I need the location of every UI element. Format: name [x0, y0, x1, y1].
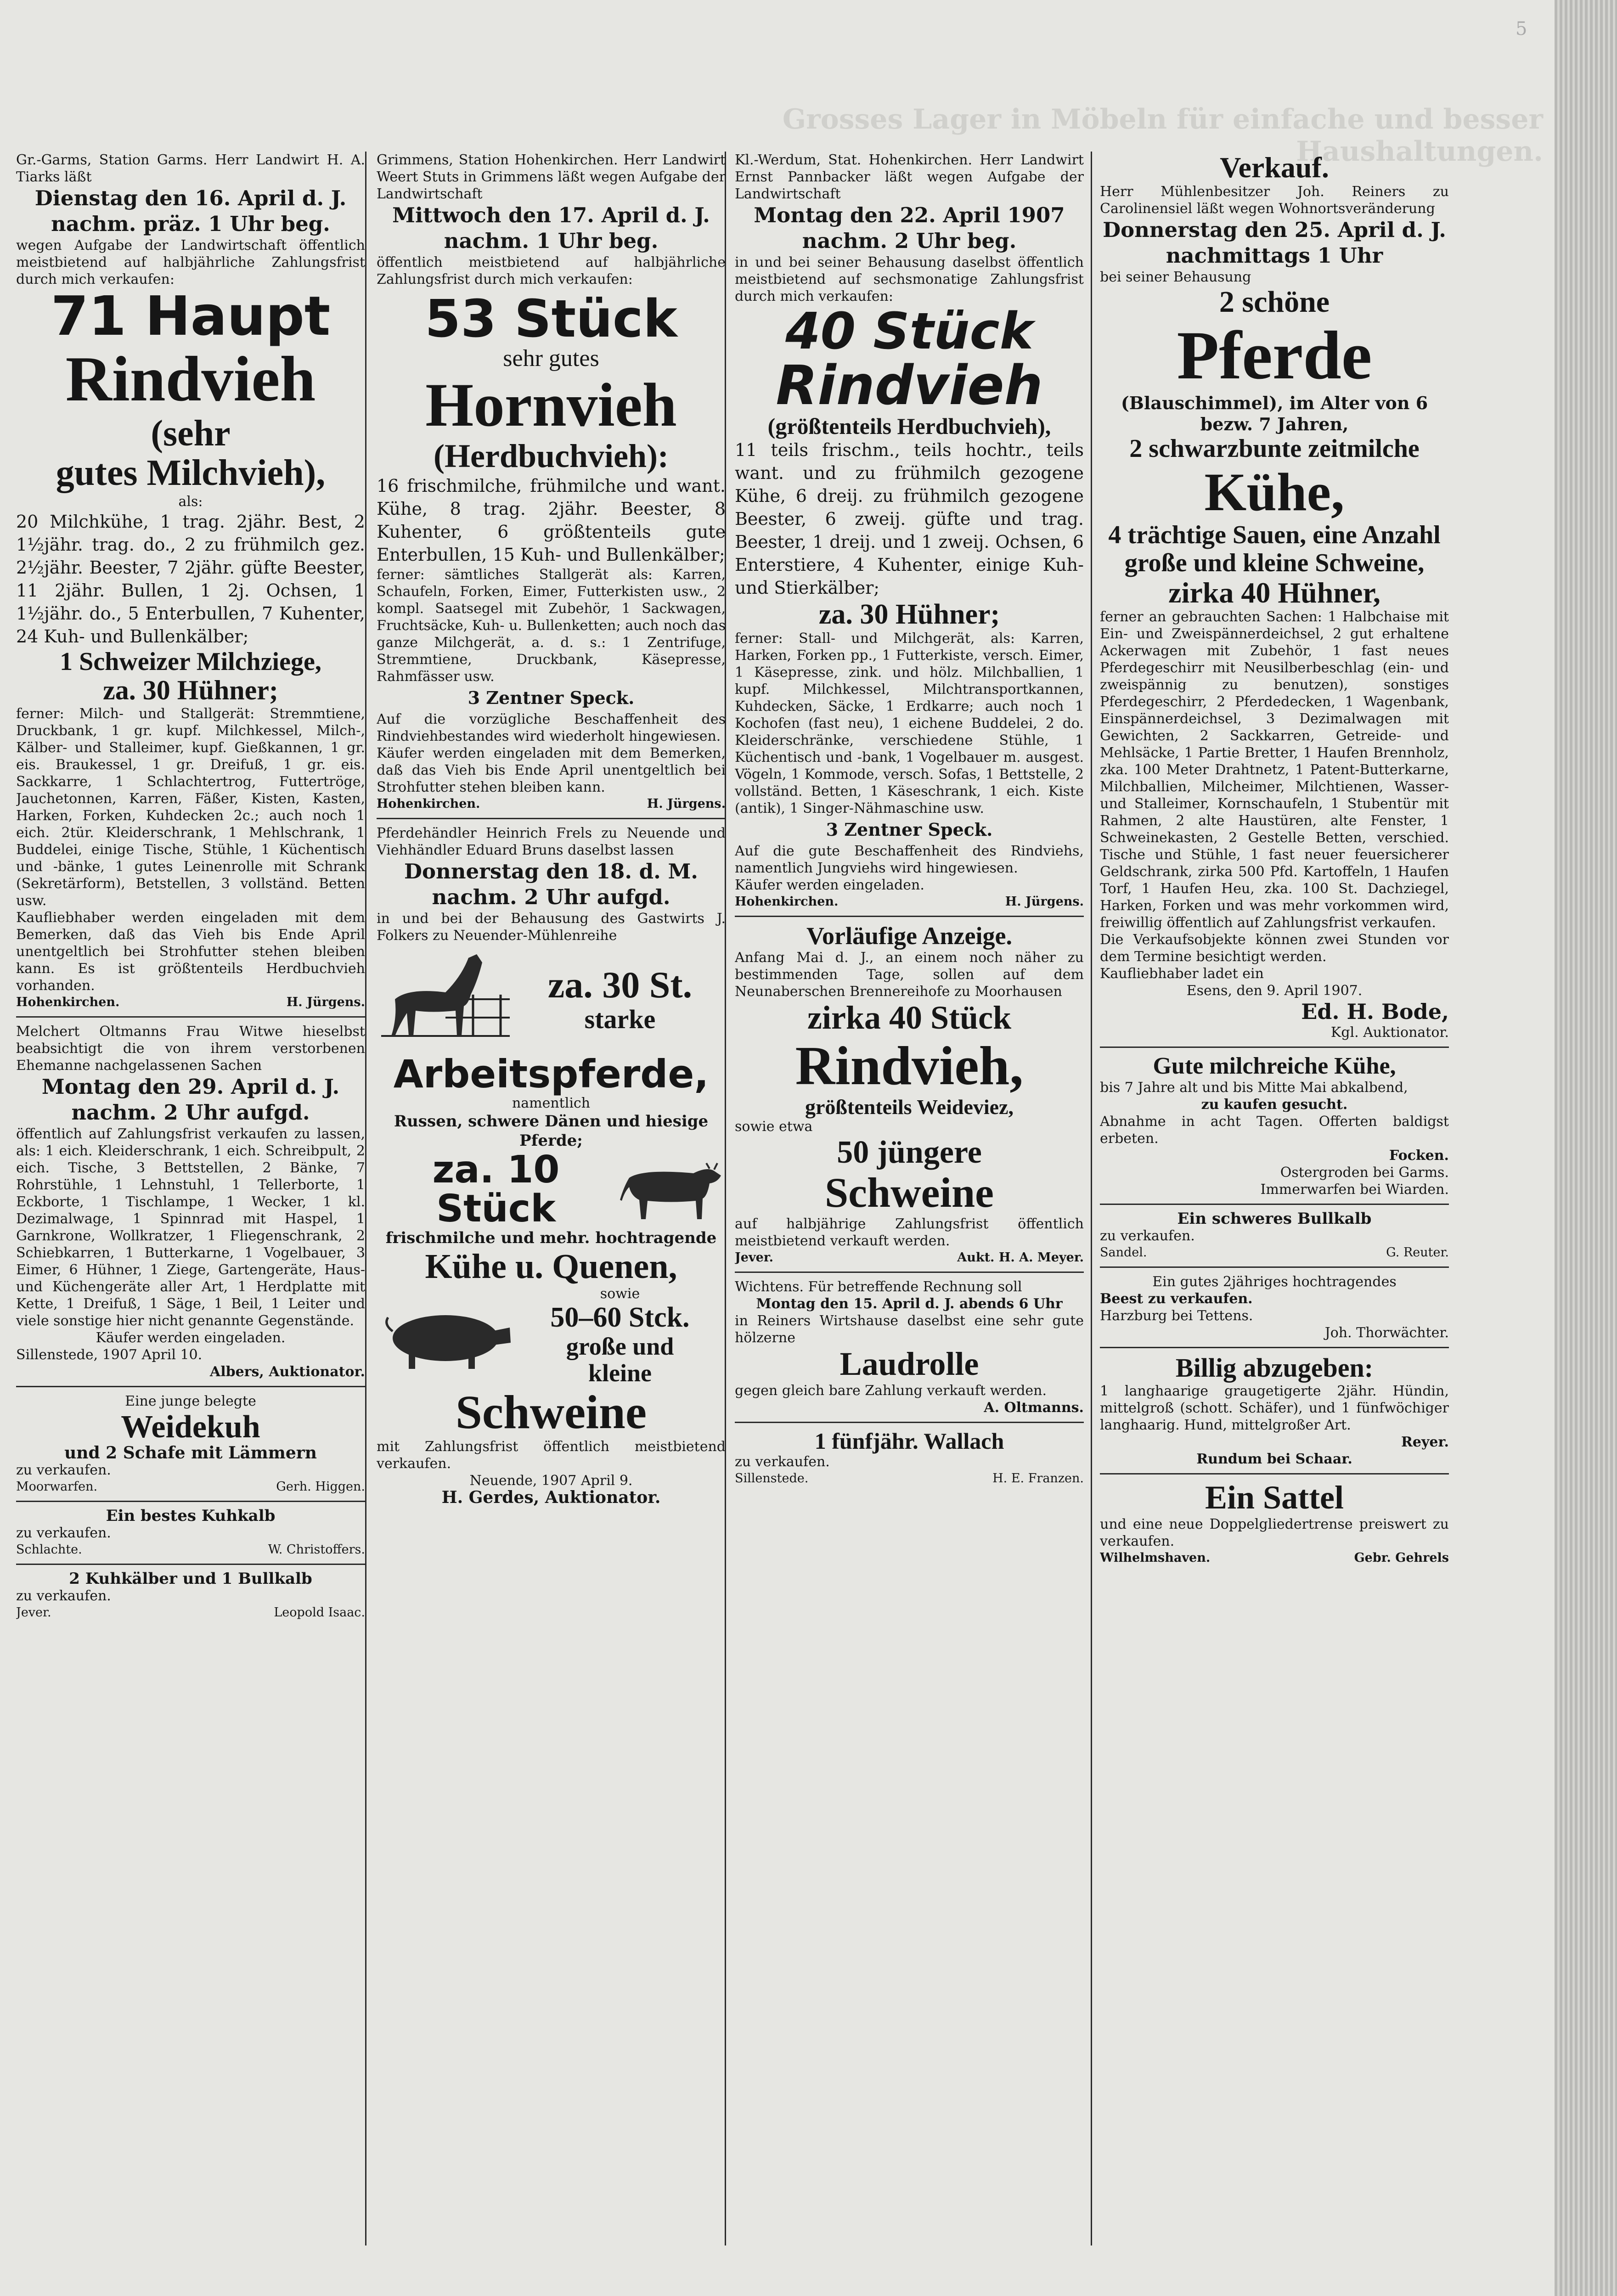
ad-body: in Reiners Wirtshause daselbst eine sehr gute hölzerne	[735, 1313, 1084, 1346]
ad-intro: Kl.-Werdum, Stat. Hohenkirchen. Herr Landwirt Ernst Pannbacker läßt wegen Aufgabe der Landwirtschaft	[735, 152, 1084, 202]
ad-heading: Kühe,	[1204, 461, 1345, 522]
ad-heading: 1 fünfjähr. Wallach	[814, 1428, 1004, 1454]
ad-text: Käufer werden eingeladen mit dem Bemerken, daß das Vieh bis Ende April unentgeltlich bei Strohfutter stehen bleiben kann.	[377, 745, 726, 796]
ad-time: nachm. 2 Uhr beg.	[802, 229, 1017, 253]
divider	[377, 818, 726, 819]
ad-place: Rundum bei Schaar.	[1196, 1451, 1352, 1468]
ad-heading: 2 schwarzbunte zeitmilche	[1129, 434, 1420, 463]
ad-text: zu verkaufen.	[16, 1587, 111, 1604]
signature-title: Kgl. Auktionator.	[1330, 1024, 1449, 1041]
page-number: 5	[1516, 18, 1527, 39]
ad-heading: zirka 40 Stück	[807, 999, 1012, 1036]
ad-intro: Pferdehändler Heinrich Frels zu Neuende und Viehhändler Eduard Bruns daselbst lassen	[377, 825, 726, 859]
ad-heading: 1 Schweizer Milchziege,	[60, 647, 321, 676]
ad-sattel	[1100, 1480, 1449, 1566]
ad-text: Käufer werden eingeladen.	[96, 1329, 286, 1346]
signature-place: Sandel.	[1100, 1245, 1147, 1260]
ad-heading: kleine	[588, 1359, 652, 1387]
ad-heading: Rindvieh	[776, 354, 1043, 417]
ad-body: bis 7 Jahre alt und bis Mitte Mai abkalbend,	[1100, 1080, 1408, 1096]
divider	[1100, 1347, 1449, 1348]
auction-ad-kl-werdum	[735, 152, 1084, 910]
signature-place: Wilhelmshaven.	[1100, 1550, 1211, 1565]
signature-name: Aukt. H. A. Meyer.	[957, 1250, 1084, 1265]
signature-name: Albers, Auktionator.	[209, 1363, 365, 1380]
ad-item-list: 16 frischmilche, frühmilche und want. Kühe, 8 trag. 2jähr. Beester, 8 Kuhenter, 6 größtenteils gute Enterbullen, 15 Kuh- und Bullenkälber;	[377, 476, 726, 565]
ad-heading: Weidekuh	[121, 1409, 260, 1445]
ad-heading: 53 Stück	[425, 289, 677, 349]
ad-body: in und bei seiner Behausung daselbst öffentlich meistbietend auf sechsmonatige Zahlungsfrist durch mich verkaufen:	[735, 254, 1084, 304]
divider	[16, 1386, 365, 1387]
ad-heading: 4 trächtige Sauen, eine Anzahl große und kleine Schweine,	[1108, 521, 1441, 577]
ad-text: zu verkaufen.	[1100, 1228, 1195, 1244]
ad-heading: 50–60 Stck.	[550, 1302, 690, 1334]
signature-name: Ed. H. Bode,	[1301, 999, 1449, 1024]
ad-heading: za. 30 Hühner;	[818, 599, 1000, 630]
ad-heading: sehr gutes	[503, 345, 599, 372]
divider	[16, 1016, 365, 1018]
signature-place: Jever.	[735, 1250, 773, 1265]
signature-name: Gebr. Gehrels	[1354, 1550, 1449, 1565]
ad-text: zu verkaufen.	[16, 1525, 111, 1541]
ad-place: Harzburg bei Tettens.	[1100, 1308, 1253, 1324]
divider	[1100, 1473, 1449, 1474]
ad-item-list: 20 Milchkühe, 1 trag. 2jähr. Best, 2 1½jähr. trag. do., 2 zu frühmilch gez. 2½jähr. Beester, 7 2jähr. güfte Beester, 11 2jähr. Bullen, 1 2j. Ochsen, 1 1½jähr. do., 5 Enterbullen, 7 Kuhenter, 24 Kuh- und Bullenkälber;	[16, 511, 365, 647]
signature-place: Jever.	[16, 1605, 51, 1620]
ad-weidekuh	[16, 1393, 365, 1495]
ad-text: als:	[178, 493, 203, 510]
ad-time: nachm. 2 Uhr aufgd.	[71, 1100, 310, 1125]
column-3	[735, 152, 1084, 2245]
ad-heading: große und	[566, 1333, 674, 1361]
ad-body: Anfang Mai d. J., an einem noch näher zu bestimmenden Tage, sollen auf dem Neunaberschen Brennereihofe zu Moorhausen	[735, 950, 1084, 1000]
divider	[16, 1501, 365, 1502]
signature-name: W. Christoffers.	[268, 1542, 365, 1557]
divider	[735, 1272, 1084, 1273]
divider	[1100, 1266, 1449, 1268]
ad-heading: 2 Kuhkälber und 1 Bullkalb	[69, 1569, 312, 1588]
ad-item-list: ferner an gebrauchten Sachen: 1 Halbchaise mit Ein- und Zweispännerdeichsel, 2 gut erhaltene Ackerwagen mit Zubehör, 1 fast neues Pferdegeschirr mit Neusilberbeschlag (ein- und zweispännig zu benutzen), sonstiges Pferdegeschirr, 2 Pferdedecken, 1 Wagenbank, Einspännerdeichsel, 3 Dezimalwagen mit Gewichten, 2 Sackkarren, Getreide- und Mehlsäcke, 1 Partie Bretter, 1 Haufen Brennholz, zka. 100 Meter Drahtnetz, 1 Patent-Butterkarne, Milchballien, Milcheimer, Milchtienen, Wasser- und Stalleimer, Kornschaufeln, 1 Stubentür mit Rahmen, 2 alte Haustüren, alte Fenster, 1 Schweinekasten, 2 Gestelle Betten, verschied. Tische und Stühle, 1 fast neuer feuersicherer Geldschrank, zirka 500 Pfd. Kartoffeln, 1 Haufen Torf, 1 Haufen Heu, zka. 100 St. Dachziegel, Harken, Forken und was mehr vorkommen wird, freiwillig öffentlich auf Zahlungsfrist verkaufen.	[1100, 609, 1449, 931]
bleed-line: Haushaltungen.	[1296, 135, 1543, 168]
signature-place: Hohenkirchen.	[16, 995, 120, 1009]
column-rule	[1091, 152, 1092, 2245]
ad-heading: 40 Stück	[785, 302, 1033, 360]
signature-name: Reyer.	[1401, 1434, 1449, 1451]
ad-text: und 2 Schafe mit Lämmern	[64, 1443, 317, 1463]
column-4	[1100, 152, 1449, 2245]
preliminary-notice	[735, 923, 1084, 1266]
ad-heading: Schweine	[825, 1169, 994, 1216]
ad-body: Abnahme in acht Tagen. Offerten baldigst erbeten.	[1100, 1114, 1449, 1147]
cow-illustration	[615, 1155, 726, 1224]
signature-place: Ostergroden bei Garms.	[1280, 1165, 1449, 1181]
bleed-line: Grosses Lager in Möbeln für einfache und besser	[782, 103, 1543, 135]
ad-time: nachm. 1 Uhr beg.	[444, 229, 659, 253]
ad-subheading: Russen, schwere Dänen und hiesige Pferde;	[394, 1112, 709, 1150]
ad-heading: 71 Haupt	[51, 284, 331, 348]
pig-illustration	[377, 1299, 514, 1373]
divider	[1100, 1047, 1449, 1048]
signature-place: Hohenkirchen.	[735, 895, 839, 909]
auction-ad-oltmanns	[16, 1023, 365, 1380]
ad-text: Kaufliebhaber ladet ein	[1100, 966, 1264, 982]
ad-heading: starke	[584, 1004, 656, 1035]
ad-text: Kaufliebhaber werden eingeladen mit dem Bemerken, daß das Vieh bis Ende April unentgeltlich bei Strohfutter stehen bleiben kann. Es ist größtenteils Herdbuchvieh vorhanden.	[16, 909, 365, 994]
divider	[735, 1422, 1084, 1423]
signature-name: G. Reuter.	[1386, 1245, 1449, 1260]
ad-heading: Ein Sattel	[1205, 1479, 1344, 1516]
ad-date: Montag den 15. April d. J. abends 6 Uhr	[756, 1296, 1063, 1312]
ad-text: Beest zu verkaufen.	[1100, 1291, 1253, 1307]
ad-heading: größtenteils Weideviez,	[805, 1095, 1014, 1119]
ad-time: nachm. 2 Uhr aufgd.	[432, 885, 670, 910]
ad-text: Auf die gute Beschaffenheit des Rindviehs, namentlich Jungviehs wird hingewiesen.	[735, 843, 1084, 877]
cow-illustration-row	[377, 1150, 726, 1229]
ad-body: bei seiner Behausung	[1100, 269, 1251, 286]
signature-name: H. Jürgens.	[1005, 895, 1084, 909]
ad-heading: (Herdbuchvieh):	[434, 438, 669, 475]
ad-heading: gutes Milchvieh),	[56, 453, 326, 494]
signature-name: Gerh. Higgen.	[276, 1479, 365, 1494]
signature-place: Sillenstede.	[735, 1471, 809, 1486]
signature-name: Focken.	[1389, 1148, 1449, 1164]
column-1	[16, 152, 365, 2245]
ad-body: 1 langhaarige graugetigerte 2jähr. Hündin, mittelgroß (schott. Schäfer), und 1 fünfwöchiger langhaarig. Hund, mittelgroßer Art.	[1100, 1383, 1449, 1434]
ad-heading: Gute milchreiche Kühe,	[1153, 1053, 1396, 1080]
ad-item-list: 11 teils frischm., teils hochtr., teils want. und zu frühmilch gezogene Kühe, 6 dreij. zu frühmilch gezogene Beester, 6 zweij. güfte und trag. Beester, 1 dreij. und 1 zweij. Ochsen, 6 Enterstiere, 4 Kuhenter, einige Kuh- und Stierkälber;	[735, 440, 1084, 598]
ad-heading: Laudrolle	[839, 1345, 979, 1383]
ad-place: Neuende, 1907 April 9.	[469, 1473, 633, 1489]
signature-name: H. Jürgens.	[286, 995, 365, 1009]
ad-laudrolle	[735, 1278, 1084, 1416]
ad-wanted-cows	[1100, 1053, 1449, 1198]
ad-heading: Pferde	[1177, 317, 1372, 394]
signature-place: Moorwarfen.	[16, 1479, 98, 1494]
ad-body: wegen Aufgabe der Landwirtschaft öffentlich meistbietend auf halbjährliche Zahlungsfrist durch mich verkaufen:	[16, 237, 365, 287]
signature-place: Hohenkirchen.	[377, 797, 480, 811]
ad-heading: zirka 40 Hühner,	[1168, 576, 1380, 609]
ad-text: zu verkaufen.	[735, 1454, 830, 1470]
signature-name: H. E. Franzen.	[992, 1471, 1084, 1486]
ad-heading: (größtenteils Herdbuchvieh),	[767, 413, 1051, 439]
ad-bullkalb	[1100, 1210, 1449, 1261]
ad-subheading: 3 Zentner Speck.	[826, 819, 993, 840]
ad-item-list: ferner: Milch- und Stallgerät: Stremmtiene, Druckbank, 1 gr. kupf. Milchkessel, Milch-, Kälber- und Stalleimer, kupf. Gießkannen, 1 gr. eis. Braukessel, 1 gr. Dreifuß, 1 gr. eis. Sackkarre, 1 Schlachtertrog, Futtertröge, Jauchetonnen, Karren, Fäßer, Kisten, Kasten, Harken, Forken, Kuhdecken 2c.; auch noch 1 eich. 2tür. Kleiderschrank, 1 Mehlschrank, 1 Buddelei, einige Tische, Stühle, 1 Küchentisch und -bänke, 1 gutes Leinenrolle mit Schrank (Sekretärform), Betstellen, 3 vollständ. Betten usw.	[16, 705, 365, 909]
column-2	[377, 152, 726, 2245]
ad-heading: Billig abzugeben:	[1175, 1353, 1374, 1383]
ad-text: sowie etwa	[735, 1119, 813, 1135]
pig-illustration-row	[377, 1285, 726, 1387]
ad-body: auf halbjährige Zahlungsfrist öffentlich meistbietend verkauft werden.	[735, 1216, 1084, 1249]
signature-name: H. Jürgens.	[647, 797, 726, 811]
ad-subheading: frischmilche und mehr. hochtragende	[385, 1229, 717, 1248]
signature-name: Leopold Isaac.	[274, 1605, 365, 1620]
ad-beest	[1100, 1273, 1449, 1341]
signature-name: A. Oltmanns.	[984, 1400, 1084, 1416]
ad-body: gegen gleich bare Zahlung verkauft werden.	[735, 1383, 1047, 1399]
ad-heading: Ein schweres Bullkalb	[1177, 1210, 1372, 1228]
ad-date: Dienstag den 16. April d. J.	[34, 186, 347, 210]
ad-heading: 2 schöne	[1219, 285, 1330, 319]
ad-time: nachmittags 1 Uhr	[1166, 243, 1383, 268]
ad-intro: Grimmens, Station Hohenkirchen. Herr Landwirt Weert Stuts in Grimmens läßt wegen Aufgabe der Landwirtschaft	[377, 152, 726, 202]
ad-intro: Melchert Oltmanns Frau Witwe hieselbst beabsichtigt die von ihrem verstorbenen Ehemanne nachgelassenen Sachen	[16, 1023, 365, 1074]
ad-text: Die Verkaufsobjekte können zwei Stunden vor dem Termine besichtigt werden.	[1100, 932, 1449, 965]
ad-heading: (sehr	[151, 413, 231, 454]
ad-heading: Ein bestes Kuhkalb	[106, 1506, 276, 1525]
auction-ad-carolinensiel	[1100, 152, 1449, 1041]
ad-text: zu verkaufen.	[16, 1462, 111, 1478]
ad-heading: za. 30 Hühner;	[103, 675, 278, 706]
ad-heading: Arbeitspferde,	[393, 1052, 709, 1097]
horse-illustration-row	[377, 944, 726, 1054]
ad-body: öffentlich meistbietend auf halbjährliche Zahlungsfrist durch mich verkaufen:	[377, 254, 726, 287]
ad-kuhkaelber	[16, 1570, 365, 1621]
ad-time: nachm. präz. 1 Uhr beg.	[51, 212, 330, 236]
column-rule	[365, 152, 366, 2245]
ad-subheading: zu kaufen gesucht.	[1201, 1097, 1348, 1113]
ad-subheading: (Blauschimmel), im Alter von 6 bezw. 7 Jahren,	[1121, 393, 1428, 435]
ad-item-list: ferner: sämtliches Stallgerät als: Karren, Schaufeln, Forken, Eimer, Futterkisten usw., 2 kompl. Saatsegel mit Zubehör, 1 Sackwagen, Fruchtsäcke, Kuh- u. Bullenketten; auch noch das ganze Milchgerät, a. d. s.: 1 Zentrifuge, Stremmtiene, Druckbank, Käsepresse, Rahmfässer usw.	[377, 567, 726, 685]
ad-title: Verkauf.	[1220, 152, 1329, 184]
ad-text: namentlich	[512, 1095, 591, 1111]
ad-body: mit Zahlungsfrist öffentlich meistbietend verkaufen.	[377, 1439, 726, 1472]
ad-kuhkalb	[16, 1508, 365, 1558]
ad-text: sowie	[600, 1286, 640, 1302]
ad-subheading: 3 Zentner Speck.	[468, 687, 635, 709]
divider	[735, 916, 1084, 917]
ad-text: Auf die vorzügliche Beschaffenheit des Rindviehbestandes wird wiederholt hingewiesen.	[377, 711, 726, 745]
ad-body: Wichtens. Für betreffende Rechnung soll	[735, 1279, 1022, 1295]
ad-item-list: öffentlich auf Zahlungsfrist verkaufen zu lassen, als: 1 eich. Kleiderschrank, 1 eich. Schreibpult, 2 eich. Tische, 3 Bettstellen, 2 Bänke, 7 Rohrstühle, 1 Lehnstuhl, 1 Tellerborte, 1 Eckborte, 1 Tischlampe, 1 Wecker, 1 kl. Dezimalwage, 1 Spinnrad mit Haspel, 1 Garnkrone, Wollkratzer, 1 Fliegenschrank, 2 Schiebkarren, 1 Butterkarne, 1 Vogelbauer, 3 Eimer, 6 Hühner, 1 Ziege, Gartengeräte, Haus- und Küchengeräte aller Art, 1 Herdplatte mit Kette, 1 Dreifuß, 1 Säge, 1 Beil, 1 Leiter und viele sonstige hier nicht genannte Gegenstände.	[16, 1125, 365, 1329]
ad-date: Donnerstag den 18. d. M.	[404, 859, 698, 884]
horse-illustration	[377, 944, 514, 1054]
ad-heading: za. 10 Stück	[432, 1148, 560, 1231]
signature-name: H. Gerdes, Auktionator.	[441, 1488, 661, 1508]
signature-place: Immerwarfen bei Wiarden.	[1260, 1182, 1449, 1198]
ad-title: Vorläufige Anzeige.	[806, 922, 1012, 950]
ad-heading: Rindvieh	[65, 343, 316, 415]
ad-intro: Gr.-Garms, Station Garms. Herr Landwirt H. A. Tiarks läßt	[16, 152, 365, 185]
ad-date: Montag den 29. April d. J.	[41, 1074, 340, 1099]
book-page-edges	[1555, 0, 1617, 2296]
ad-wallach	[735, 1429, 1084, 1487]
signature-name: Joh. Thorwächter.	[1324, 1325, 1449, 1341]
auction-ad-grimmens	[377, 152, 726, 812]
ad-heading: Schweine	[456, 1385, 647, 1439]
ad-heading: za. 30 St.	[547, 963, 693, 1006]
ad-body: und eine neue Doppelgliedertrense preiswert zu verkaufen.	[1100, 1516, 1449, 1549]
ad-item-list: ferner: Stall- und Milchgerät, als: Karren, Harken, Forken pp., 1 Futterkiste, versch. Eimer, 1 Käsepresse, zink. und hölz. Milchballien, 1 kupf. Milchkessel, Milchtransportkannen, Kuhdecken, Säcke, 1 Erdkarre; auch noch 1 Kochofen (fast neu), 1 eichene Buddelei, 2 do. Kleiderschränke, verschiedene Stühle, 1 Küchentisch und -bank, 1 Vogelbauer m. ausgest. Vögeln, 1 Kommode, versch. Sofas, 1 Bettstelle, 2 vollständ. Betten, 1 Käseschrank, 1 eich. Kiste (antik), 1 Singer-Nähmaschine usw.	[735, 630, 1084, 817]
ad-date: Montag den 22. April 1907	[754, 203, 1065, 227]
divider	[1100, 1204, 1449, 1205]
ad-intro: Herr Mühlenbesitzer Joh. Reiners zu Carolinensiel läßt wegen Wohnortsveränderung	[1100, 184, 1449, 217]
ad-body: in und bei der Behausung des Gastwirts J. Folkers zu Neuender-Mühlenreihe	[377, 911, 726, 944]
ad-heading: Rindvieh,	[795, 1035, 1024, 1097]
ad-text: Eine junge belegte	[125, 1393, 256, 1409]
ad-text: Käufer werden eingeladen.	[735, 877, 924, 894]
ad-heading: Kühe u. Quenen,	[425, 1247, 677, 1286]
ad-date: Mittwoch den 17. April d. J.	[392, 203, 710, 227]
divider	[16, 1564, 365, 1565]
ad-date: Donnerstag den 25. April d. J.	[1103, 218, 1446, 242]
ad-text: Ein gutes 2jähriges hochtragendes	[1152, 1274, 1397, 1290]
ad-dogs	[1100, 1354, 1449, 1468]
signature-place: Schlachte.	[16, 1542, 82, 1557]
ad-place: Esens, den 9. April 1907.	[1186, 983, 1363, 999]
auction-ad-neuende	[377, 825, 726, 1506]
ad-place: Sillenstede, 1907 April 10.	[16, 1346, 203, 1363]
ad-heading: 50 jüngere	[837, 1135, 982, 1171]
ad-heading: Hornvieh	[425, 371, 677, 439]
auction-ad-gr-garms	[16, 152, 365, 1011]
